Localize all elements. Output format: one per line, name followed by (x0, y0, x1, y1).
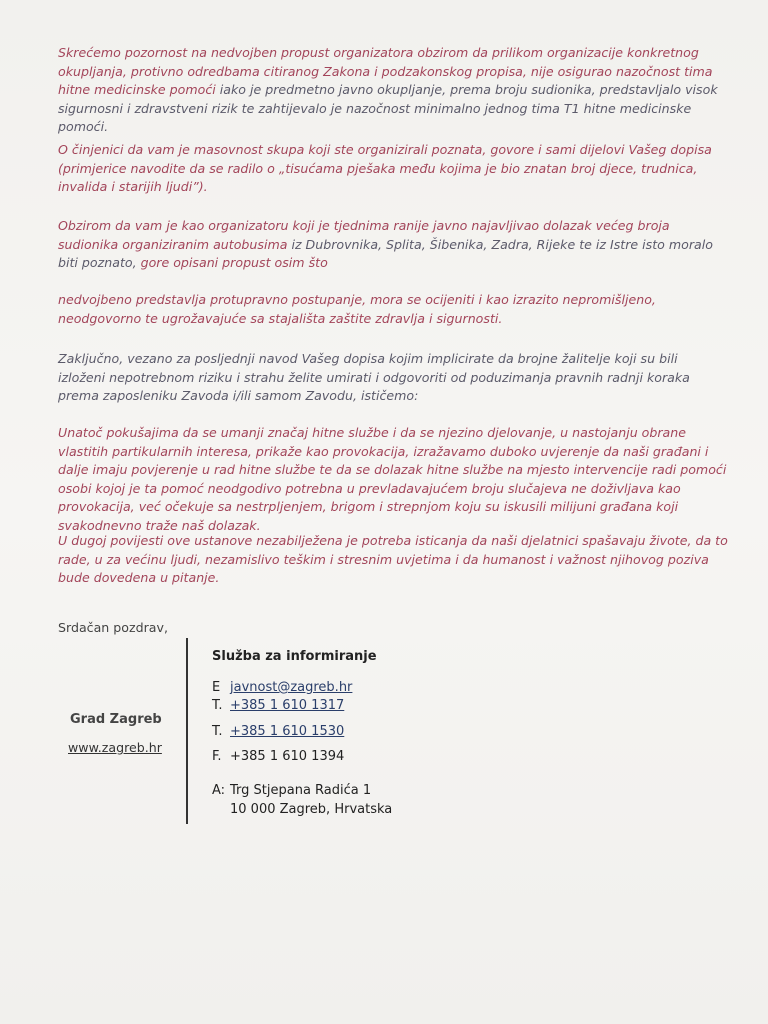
phone-link-1[interactable]: +385 1 610 1317 (230, 698, 345, 713)
paragraph-text-red: gore opisani propust osim što (136, 255, 328, 270)
paragraph-text-dark: iako je predmetno javno okupljanje, prema broju sudionika, predstavljalo visok sigurnosni i zdravstveni rizik te zahtijevalo je nazočnost minimalno jednog tima T1 hitne medicinske pomoći. (58, 82, 718, 134)
contact-fax-row (212, 749, 344, 764)
paragraph-organizer-omission (58, 44, 728, 137)
fax-label: F. (212, 749, 222, 764)
address-line-2: 10 000 Zagreb, Hrvatska (230, 802, 393, 817)
signature-divider (186, 638, 188, 824)
paragraph-emergency-service: Unatoč pokušajima da se umanji značaj hitne službe i da se njezino djelovanje, u nastojanju obrane vlastitih partikularnih interesa, prikaže kao provokacija, izražavamo duboko uvjerenje da naši građani i dalje imaju povjerenje u rad hitne službe te da se dolazak hitne službe na mjesto intervencije radi pomoći osobi kojoj je ta pomoć neodgodivo potrebna u prevladavajućem broju slučajeva ne doživljava kao provokacija, već očekuje sa nestrpljenjem, brigom i strepnjom koju su iskusili milijuni građana koji svakodnevno traže naš dolazak. (58, 425, 727, 533)
email-link[interactable]: javnost@zagreb.hr (230, 680, 353, 695)
paragraph-institution-history: U dugoj povijesti ove ustanove nezabilježena je potreba isticanja da naši djelatnici spašavaju živote, da to rade, u za većinu ljudi, nezamislivo teškim i stresnim uvjetima i da humanost i važnost njihovog poziva bude dovedena u pitanje. (58, 533, 728, 585)
paragraph-text-red: Obzirom da vam je kao organizatoru koji je tjednima ranije javno najavljivao dolazak većeg broja sudionika organiziranim autobusima (58, 218, 670, 252)
address-label: A: (212, 783, 226, 798)
closing-greeting: Srdačan pozdrav, (58, 620, 168, 635)
contact-phone-row-1 (212, 698, 344, 713)
paragraph-mass-gathering: O činjenici da vam je masovnost skupa koji ste organizirali poznata, govore i sami dijelovi Vašeg dopisa (primjerice navodite da se radilo o „tisućama pješaka među kojima je bio znatan broj djece, trudnica, invalida i starijih ljudi”). (58, 142, 712, 194)
organization-website-link[interactable]: www.zagreb.hr (68, 740, 162, 755)
address-line-1: Trg Stjepana Radića 1 (230, 783, 372, 798)
phone-label: T. (212, 724, 223, 739)
paragraph-buses (58, 217, 728, 273)
email-label: E (212, 680, 221, 695)
contact-address-row (212, 783, 371, 798)
paragraph-text-red: Skrećemo pozornost na nedvojben propust organizatora obzirom da prilikom organizacije konkretnog okupljanja, protivno odredbama citiranog Zakona i podzakonskog propisa, nije osigurao nazočnost tima hitne medicinske pomoći (58, 45, 713, 97)
paragraph-conclusion: Zaključno, vezano za posljednji navod Vašeg dopisa kojim implicirate da brojne žaliteljе koji su bili izloženi nepotrebnom riziku i strahu želite umirati i odgovoriti od poduzimanja pravnih radnji koraka prema zaposleniku Zavoda i/ili samom Zavodu, ističemo: (58, 351, 690, 403)
fax-number: +385 1 610 1394 (230, 749, 345, 764)
paragraph-text-dark: iz Dubrovnika, Splita, Šibenika, Zadra, Rijeke te iz Istre isto moralo biti poznato, (58, 236, 713, 270)
contact-phone-row-2 (212, 724, 344, 739)
phone-link-2[interactable]: +385 1 610 1530 (230, 724, 345, 739)
service-title: Služba za informiranje (212, 649, 377, 664)
organization-name: Grad Zagreb (70, 712, 162, 727)
phone-label: T. (212, 698, 223, 713)
contact-email-row (212, 680, 352, 695)
paragraph-unlawful-conduct: nedvojbeno predstavlja protupravno postupanje, mora se ocijeniti i kao izrazito nepromišljeno, neodgovorno te ugrožavajuće sa stajališta zaštite zdravlja i sigurnosti. (58, 292, 656, 326)
